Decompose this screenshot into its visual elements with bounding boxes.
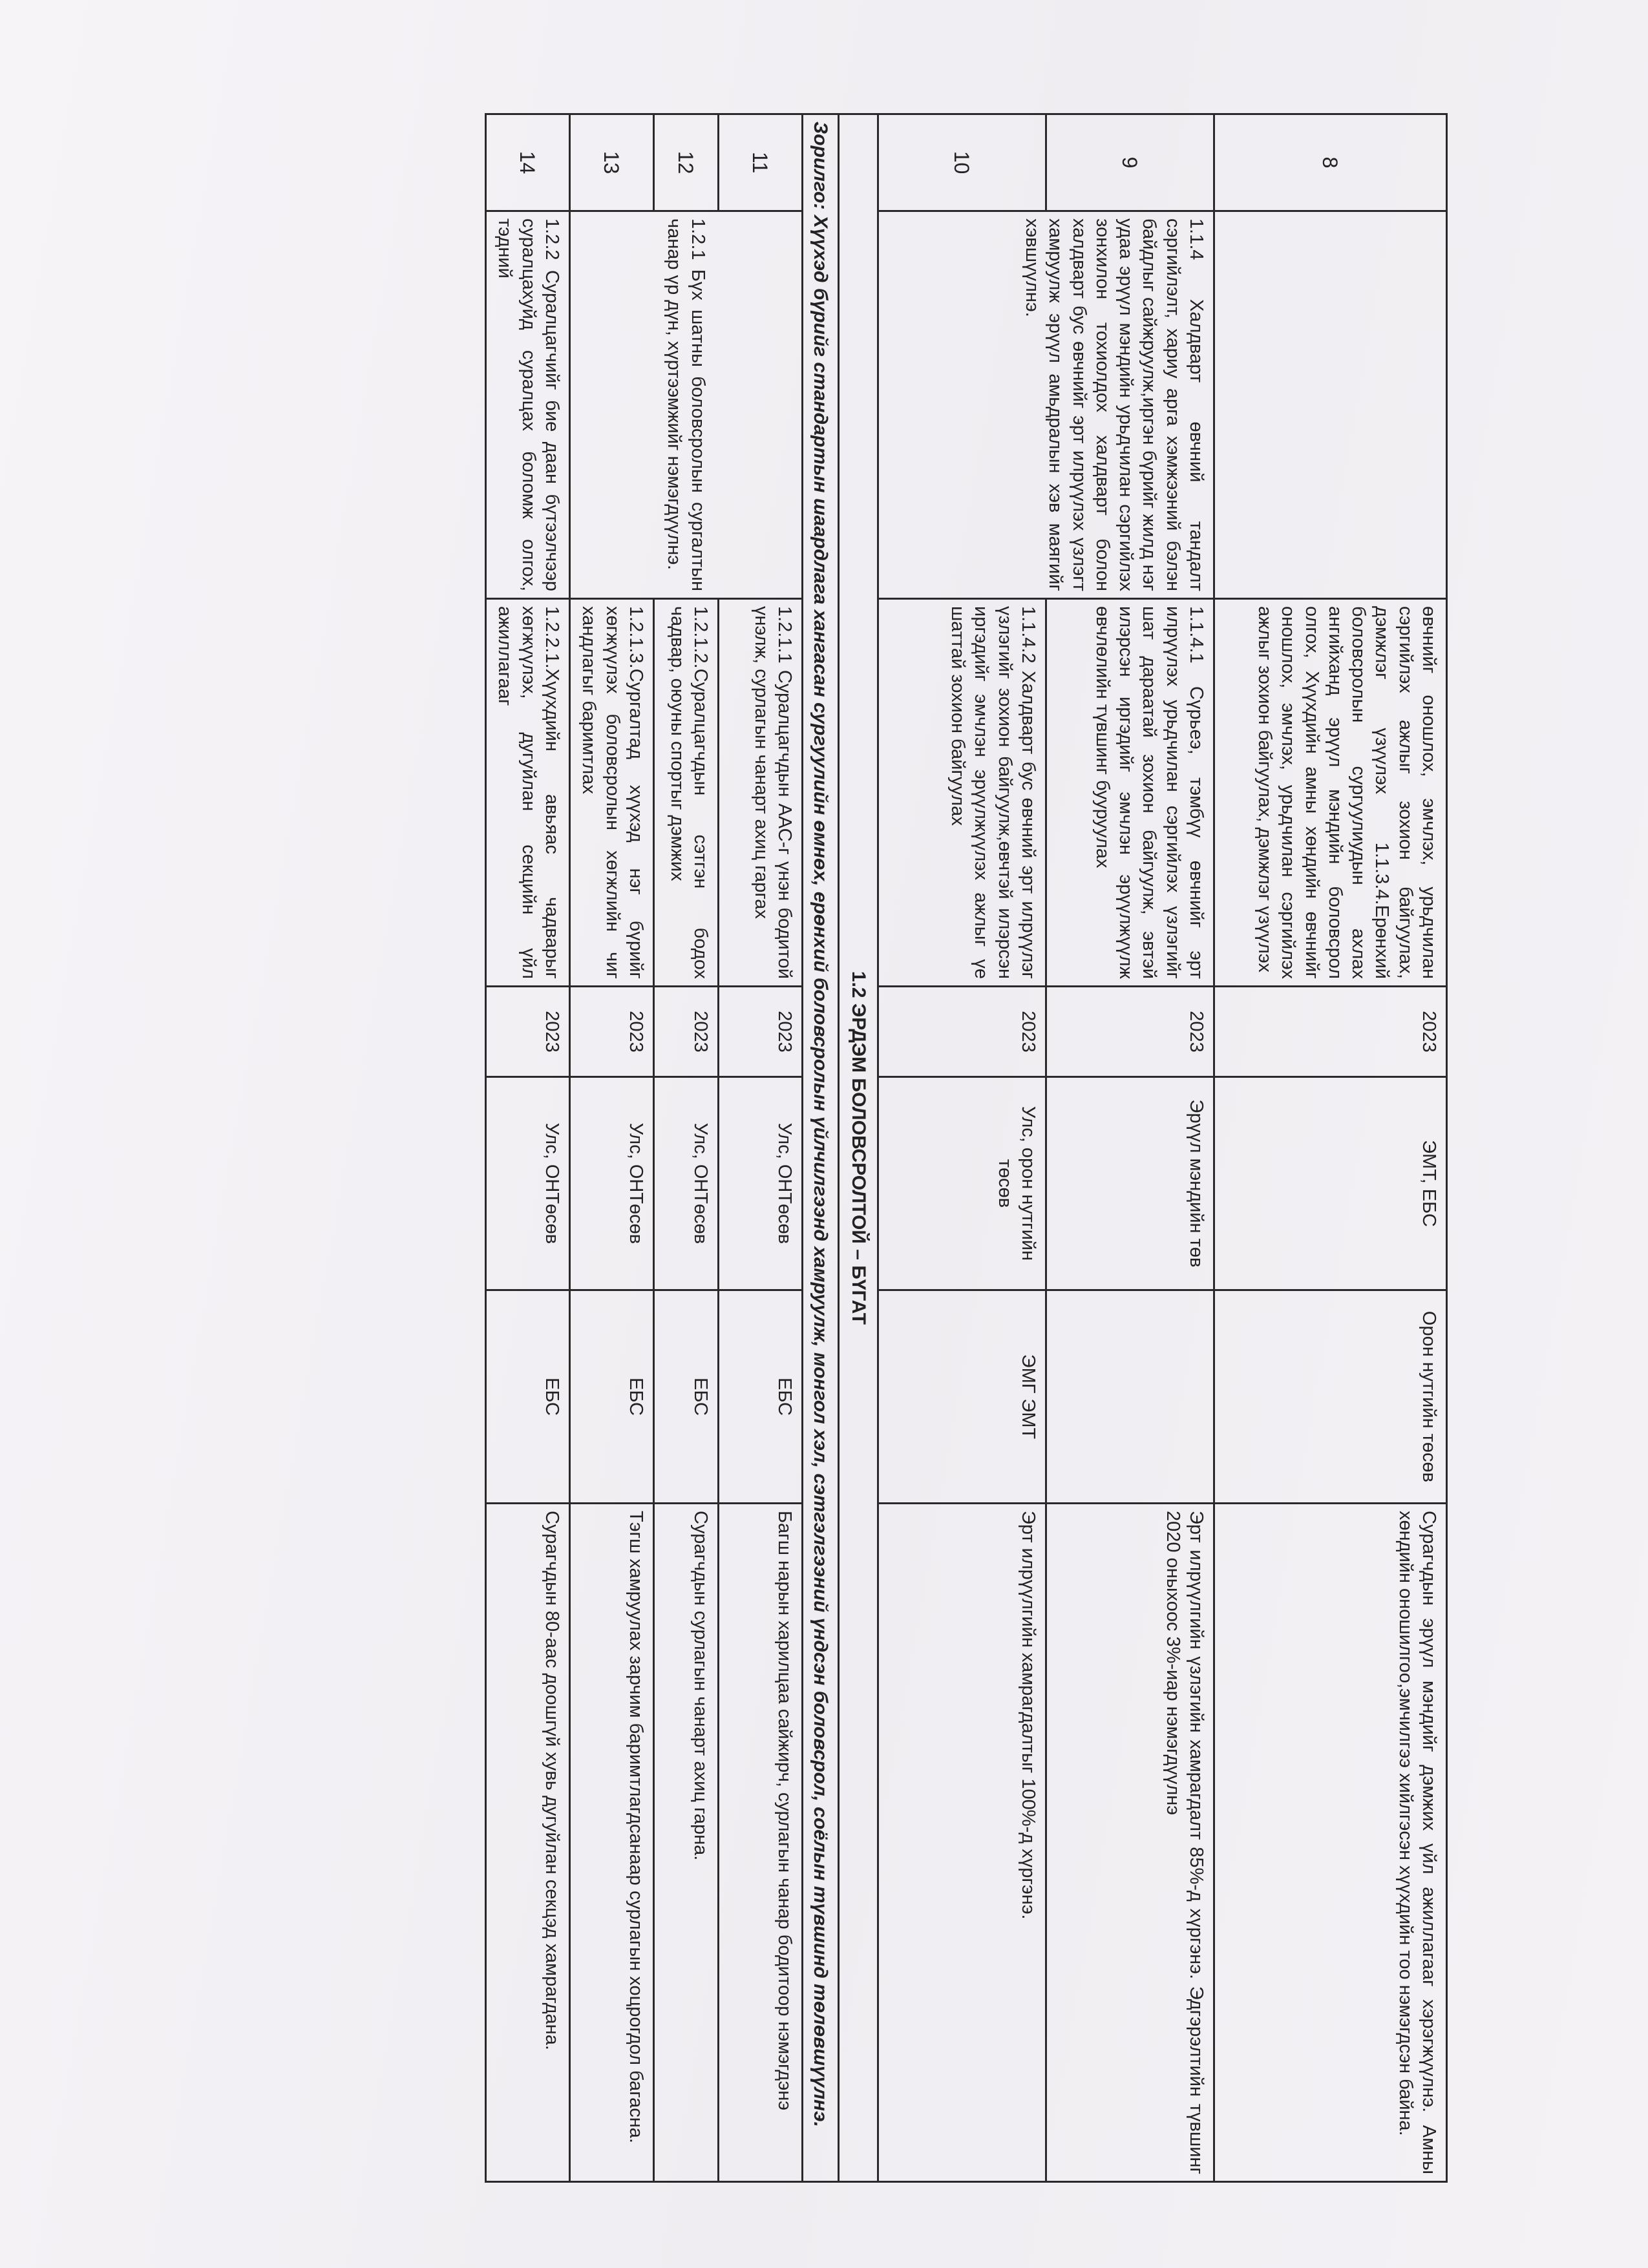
funding-cell: Улс, орон нутгийн төсөв [878,1077,1046,1290]
year-cell: 2023 [570,987,654,1077]
activity-cell: 1.2.2.1.Хүүхдийн авьяас чадварыг хөгжүүлэх, дугуйлан секцийн үйл ажиллагааг [486,599,570,987]
goal-cell [1214,211,1447,599]
responsible-cell: ЕБС [719,1290,803,1504]
activity-cell: 1.1.4.2 Халдварт бус өвчний эрт илрүүлэг үзлэгийг зохион байгуулж,өвчтэй илэрсэн иргэдийг эмчлэн эрүүлжүүлэх ажлыг үе шаттай зохион байгуулах [878,599,1046,987]
goal-cell: 1.2.2 Суралцагчийг бие даан бүтээлчээр суралцахуйд суралцах боломж олгох, тэдний [486,211,570,599]
activity-cell: 1.1.4.1 Сүрьеэ, тэмбүү өвчнийг эрт илрүүлэх урьдчилан сэргийлэх үзлэгийг шат дараатай зохион байгуулж, эвтэй илэрсэн иргэдийг эмчлэн эрүүлжүүлж өвчлөлийн түвшинг бууруулах [1046,599,1214,987]
table-row [1214,114,1447,2182]
activity-cell: 1.2.1.3.Сургалтад хүүхэд нэг бүрийг хөгжүүлэх боловсролын хөгжлийн чиг хандлагыг баримтлах [570,599,654,987]
responsible-cell: Орон нутгийн төсөв [1214,1290,1447,1504]
row-number: 11 [719,114,803,211]
row-number: 10 [878,114,1046,211]
responsible-cell: ЕБС [570,1290,654,1504]
outcome-cell: Сурагчдын сурлагын чанарт ахиц гарна. [654,1504,719,2182]
outcome-cell: Эрт илрүүлгийн хамрагдалтыг 100%-д хүргэнэ. [878,1504,1046,2182]
responsible-cell: ЕБС [486,1290,570,1504]
responsible-cell: ЕБС [654,1290,719,1504]
year-cell: 2023 [1214,987,1447,1077]
row-number: 13 [570,114,654,211]
year-cell: 2023 [486,987,570,1077]
year-cell: 2023 [878,987,1046,1077]
funding-cell: Улс, ОНТөсөв [486,1077,570,1290]
funding-cell: ЭМТ, ЕБС [1214,1077,1447,1290]
funding-cell: Улс, ОНТөсөв [570,1077,654,1290]
goal-text-part-2: зонхилон тохиолдох халдварт болон халдварт бус өвчнийг эрт илрүүлэх үзлэгт хамруулж эрүүл амьдралын хэв маягийг хэвшүүлнэ. [1022,218,1113,591]
outcome-cell: Сурагчдын эрүүл мэндийг дэмжих үйл ажиллагааг хэрэгжүүлнэ. Амны хөндийн оношилгоо,эмчилгээ хийлгэсэн хүүхдийн тоо нэмэгдсэн байна. [1214,1504,1447,2182]
year-cell: 2023 [719,987,803,1077]
activity-cell: өвчнийг оношлох, эмчлэх, урьдчилан сэргийлэх ажлыг зохион байгуулах, дэмжлэг үзүүлэх 1.1.3.4.Ерөнхий боловсролын сургуулиудын ахлах ангийханд эрүүл мэндийн боловсрол олгох, Хүүхдийн амны хөндийн өвчнийг оношлох, эмчлэх, урьдчилан сэргийлэх ажлыг зохион байгуулах, дэмжлэг үзүүлэх [1214,599,1447,987]
row-number: 12 [654,114,719,211]
outcome-cell: Сурагчдын 80-аас доошгүй хувь дугуйлан секцэд хамрагдана. [486,1504,570,2182]
outcome-cell: Тэгш хамруулах зарчим баримтлагдсанаар сурлагын хоцрогдол багасна. [570,1504,654,2182]
responsible-cell: ЭМГ ЭМТ [878,1290,1046,1504]
funding-cell: Эрүүл мэндийн төв [1046,1077,1214,1290]
objective-text: Зорилго: Хүүхэд бүрийг стандартын шаардлага хангасан сургуулийн өмнөх, ерөнхий боловсролын үйлчилгээнд хамруулж, монгол хэл, сэтгэлгээний үндсэн боловсрол, соёлын түвшинд төлөвшүүлнэ. [803,114,840,2182]
table-row [719,114,803,2182]
section-title: 1.2 ЭРДЭМ БОЛОВСРОЛТОЙ – БҮГАТ [839,114,878,2182]
goal-cell [878,211,1214,599]
section-header-row [839,114,878,2182]
funding-cell: Улс, ОНТөсөв [654,1077,719,1290]
year-cell: 2023 [1046,987,1214,1077]
table-row [1046,114,1214,2182]
outcome-cell: Багш нарын харилцаа сайжирч, сурлагын чанар бодитоор нэмэгдэнэ [719,1504,803,2182]
responsible-cell [1046,1290,1214,1504]
goal-cell: 1.2.1 Бүх шатны боловсролын сургалтын чанар үр дүн, хүртээмжийг нэмэгдүүлнэ. [570,211,803,599]
activity-cell: 1.2.1.2.Суралцагчдын сэтгэн бодох чадвар, оюуны спортыг дэмжих [654,599,719,987]
goal-text-part-1: 1.1.4 Халдварт өвчний тандалт сэргийлэлт, хариу арга хэмжээний бэлэн байдлыг сайжруулж,иргэн бүрийг жилд нэг удаа эрүүл мэндийн урьдчилан сэргийлэх [1115,218,1207,591]
table-row [486,114,570,2182]
action-plan-table [485,113,1448,2183]
funding-cell: Улс, ОНТөсөв [719,1077,803,1290]
row-number: 9 [1046,114,1214,211]
year-cell: 2023 [654,987,719,1077]
row-number: 14 [486,114,570,211]
outcome-cell: Эрт илрүүлгийн үзлэгийн хамрагдалт 85%-д хүргэнэ. Эдгэрэлтийн түвшинг 2020 оныхоос 3%-иар нэмэгдүүлнэ [1046,1504,1214,2182]
objective-row [803,114,840,2182]
row-number: 8 [1214,114,1447,211]
rotated-table-container [220,113,1448,2181]
activity-cell: 1.2.1.1 Суралцагчдын ААС-г үнэн бодитой үнэлж, сурлагын чанарт ахиц гаргах [719,599,803,987]
